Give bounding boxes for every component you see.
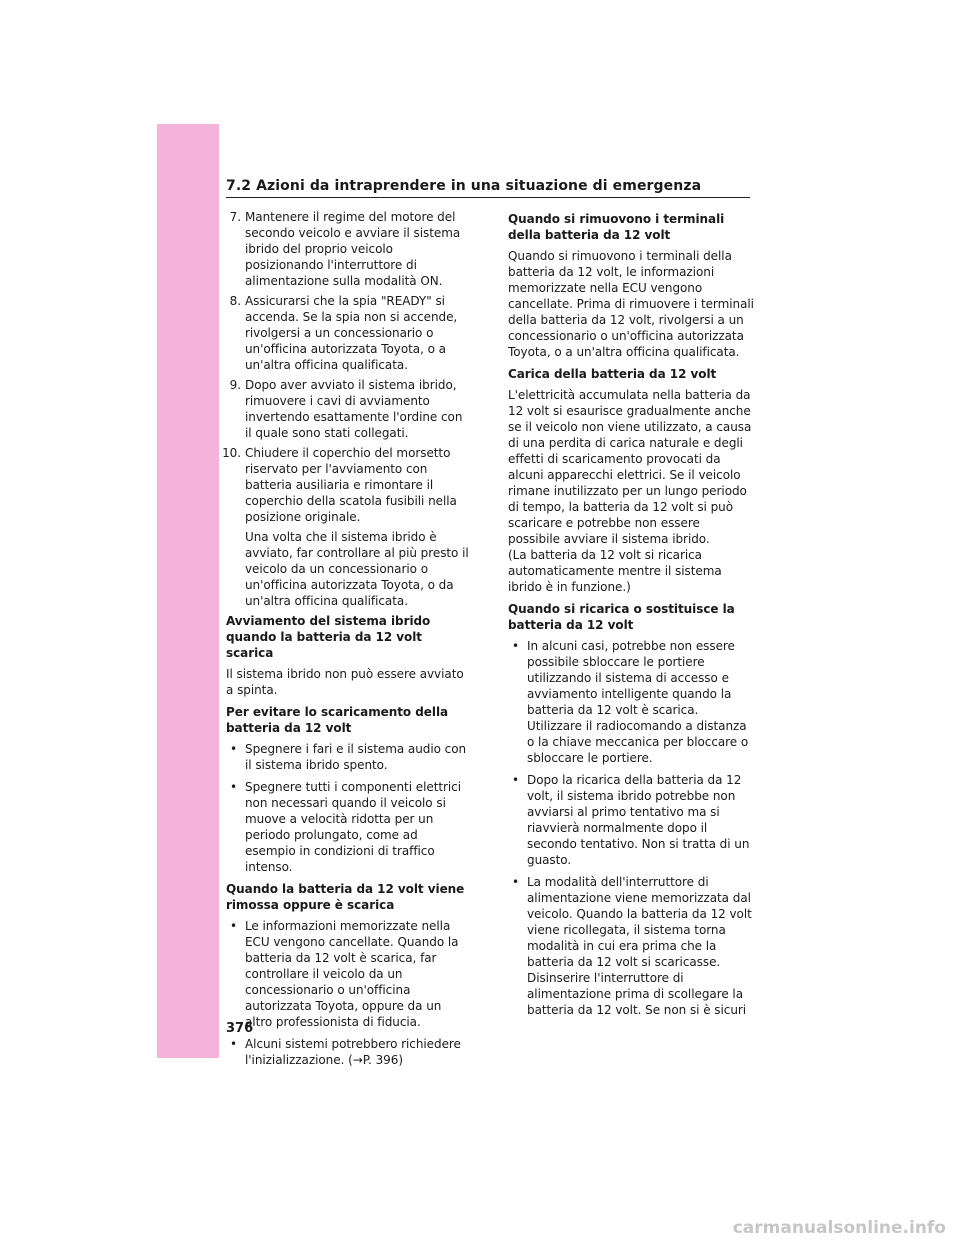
step-9 <box>226 377 472 441</box>
list-item-text: Spegnere tutti i componenti elettrici non necessari quando il veicolo si muove a velocità ridotta per un periodo prolungato, come ad esempio in condizioni di traffico intenso. <box>245 780 462 874</box>
bullet-icon: • <box>230 1037 238 1051</box>
step-number: 9. <box>229 378 241 392</box>
list-item <box>226 1036 472 1068</box>
list-item <box>226 779 472 875</box>
step-text: Assicurarsi che la spia "READY" si accenda. Se la spia non si accende, rivolgersi a un concessionario o un'officina autorizzata Toyota, o a un'altra officina qualificata. <box>245 294 458 372</box>
section-text: Quando si rimuovono i terminali della batteria da 12 volt, le informazioni memorizzate nella ECU vengono cancellate. Prima di rimuovere i terminali della batteria da 12 volt, rivolgersi a un concessionario o un'officina autorizzata Toyota, o a un'altra officina qualificata. <box>508 249 754 359</box>
left-column <box>222 209 472 1074</box>
bullet-icon: • <box>230 742 238 756</box>
page-number: 376 <box>226 1021 254 1036</box>
bullet-icon: • <box>230 919 238 933</box>
section-heading: Carica della batteria da 12 volt <box>508 367 717 381</box>
section-text: (La batteria da 12 volt si ricarica automaticamente mentre il sistema ibrido è in funzione.) <box>508 548 722 594</box>
list-item <box>508 874 754 1018</box>
page-header: 7.2 Azioni da intraprendere in una situazione di emergenza <box>226 178 750 198</box>
section-tab <box>157 124 219 1058</box>
bullet-icon: • <box>512 773 520 787</box>
step-number: 10. <box>222 446 241 460</box>
step-7 <box>226 209 472 289</box>
bullet-icon: • <box>230 780 238 794</box>
list-item <box>508 638 754 766</box>
list-item-text: In alcuni casi, potrebbe non essere possibile sbloccare le portiere utilizzando il sistema di accesso e avviamento intelligente quando la batteria da 12 volt è scarica. Utilizzare il radiocomando a distanza o la chiave meccanica per bloccare o sbloccare le portiere. <box>527 639 749 765</box>
watermark: carmanualsonline.info <box>732 1218 946 1238</box>
step-10 <box>222 445 472 525</box>
section-text: L'elettricità accumulata nella batteria da 12 volt si esaurisce gradualmente anche se il veicolo non viene utilizzato, a causa di una perdita di carica naturale e degli effetti di scaricamento provocati da alcuni apparecchi elettrici. Se il veicolo rimane inutilizzato per un lungo periodo di tempo, la batteria da 12 volt si può scaricare e potrebbe non essere possibile avviare il sistema ibrido. <box>508 388 752 546</box>
step-text: Mantenere il regime del motore del secondo veicolo e avviare il sistema ibrido del proprio veicolo posizionando l'interruttore di alimentazione sulla modalità ON. <box>245 210 461 288</box>
bullet-icon: • <box>512 875 520 889</box>
list-item-text: Spegnere i fari e il sistema audio con il sistema ibrido spento. <box>245 742 467 772</box>
section-heading: Quando si ricarica o sostituisce la batteria da 12 volt <box>508 602 735 632</box>
step-8 <box>226 293 472 373</box>
section-heading: Avviamento del sistema ibrido quando la batteria da 12 volt scarica <box>226 614 431 660</box>
step-number: 7. <box>229 210 241 224</box>
list-item <box>226 918 472 1030</box>
section-text: Il sistema ibrido non può essere avviato a spinta. <box>226 667 464 697</box>
step-text: Dopo aver avviato il sistema ibrido, rimuovere i cavi di avviamento invertendo esattamente l'ordine con il quale sono stati collegati. <box>245 378 463 440</box>
step-number: 8. <box>229 294 241 308</box>
list-item-text: La modalità dell'interruttore di alimentazione viene memorizzata dal veicolo. Quando la batteria da 12 volt viene ricollegata, il sistema torna modalità in cui era prima che la batteria da 12 volt si scaricasse. Disinserire l'interruttore di alimentazione prima di scollegare la batteria da 12 volt. Se non si è sicuri <box>527 875 752 1017</box>
bullet-icon: • <box>512 639 520 653</box>
list-item-text: Le informazioni memorizzate nella ECU vengono cancellate. Quando la batteria da 12 volt è scarica, far controllare il veicolo da un concessionario o un'officina autorizzata Toyota, oppure da un altro professionista di fiducia. <box>245 919 459 1029</box>
list-item-text: Alcuni sistemi potrebbero richiedere l'inizializzazione. (→P. 396) <box>245 1037 461 1067</box>
list-item <box>508 772 754 868</box>
section-heading: Quando si rimuovono i terminali della batteria da 12 volt <box>508 212 725 242</box>
section-heading: Quando la batteria da 12 volt viene rimossa oppure è scarica <box>226 882 465 912</box>
list-item-text: Dopo la ricarica della batteria da 12 volt, il sistema ibrido potrebbe non avviarsi al primo tentativo ma si riavvierà normalmente dopo il secondo tentativo. Non si tratta di un guasto. <box>527 773 750 867</box>
step-10-note: Una volta che il sistema ibrido è avviato, far controllare al più presto il veicolo da un concessionario o un'officina autorizzata Toyota, o da un'altra officina qualificata. <box>245 530 469 608</box>
list-item <box>226 741 472 773</box>
section-heading: Per evitare lo scaricamento della batteria da 12 volt <box>226 705 449 735</box>
right-column <box>508 209 754 1024</box>
step-text: Chiudere il coperchio del morsetto riservato per l'avviamento con batteria ausiliaria e rimontare il coperchio della scatola fusibili nella posizione originale. <box>245 446 457 524</box>
